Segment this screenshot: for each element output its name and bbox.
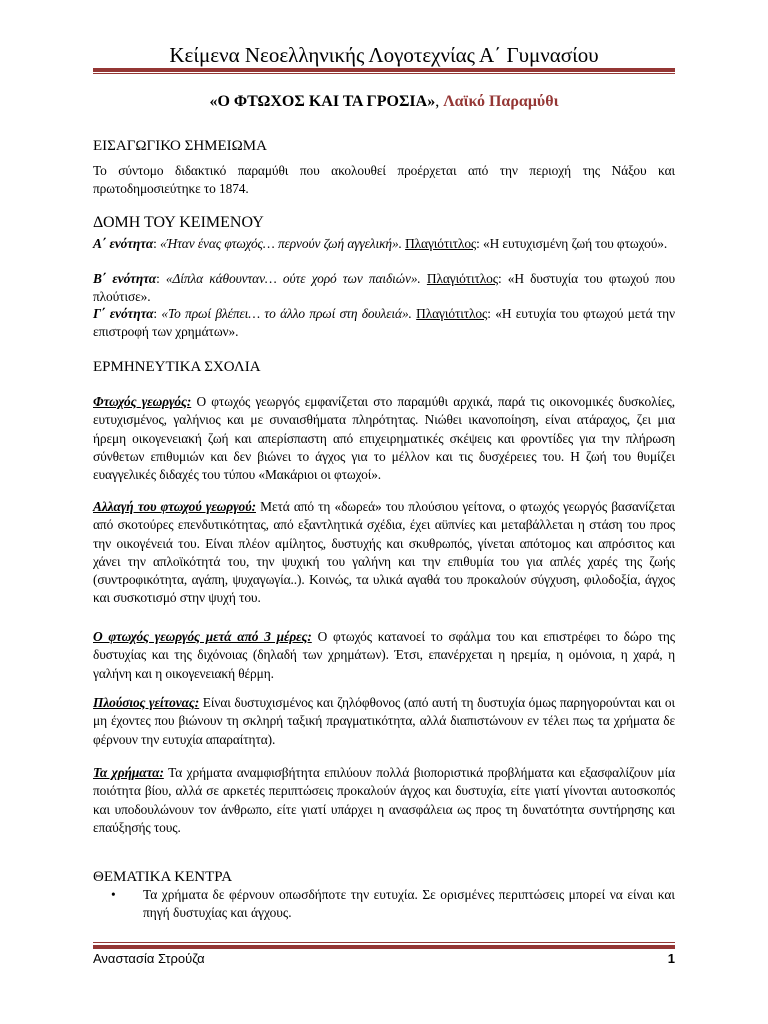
commentary-text: Είναι δυστυχισμένος και ζηλόφθονος (από αυτή τη δυστυχία όμως παρηγορούνται και οι μη έχοντες που βιώνουν τη σκληρή ταξική πραγματικότητα, αλλά διαπιστώνουν εν τέλει πως τα χρήματα δε φέρνουν την ευτυχία απαραίτητα). [93, 695, 676, 747]
commentary-item-change [93, 498, 675, 608]
bullet-icon: • [111, 887, 116, 902]
footer-rule [93, 945, 675, 949]
title-quoted: «Ο ΦΤΩΧΟΣ ΚΑΙ ΤΑ ΓΡΟΣΙΑ» [209, 93, 436, 110]
unit-colon: : [156, 271, 166, 286]
themes-heading: ΘΕΜΑΤΙΚΑ ΚΕΝΤΡΑ [93, 869, 233, 885]
unit-subtitle: : «Η ευτυχισμένη ζωή του φτωχού». [476, 236, 668, 251]
commentary-item-rich-neighbor [93, 694, 675, 749]
footer-author: Αναστασία Στρούζα [93, 951, 205, 966]
unit-subtitle-label: Πλαγιότιτλος [426, 271, 498, 286]
commentary-term: Τα χρήματα: [93, 765, 164, 780]
commentary-term: Αλλαγή του φτωχού γεωργού: [93, 499, 256, 514]
unit-label: Β΄ ενότητα [93, 271, 157, 286]
structure-unit-3 [93, 305, 675, 342]
commentary-term: Ο φτωχός γεωργός μετά από 3 μέρες: [93, 629, 312, 644]
unit-subtitle-label: Πλαγιότιτλος [405, 236, 477, 251]
intro-paragraph: Το σύντομο διδακτικό παραμύθι που ακολουθεί προέρχεται από την περιοχή της Νάξου και πρωτοδημοσιεύτηκε το 1874. [93, 163, 675, 197]
commentary-term: Φτωχός γεωργός: [93, 394, 192, 409]
commentary-text: Ο φτωχός κατανοεί το σφάλμα του και επιστρέφει το δώρο της δυστυχίας και της διχόνοιας (δηλαδή των χρημάτων). Έτσι, επανέρχεται η ηρεμία, η ομόνοια, η χαρά, η γαλήνη και η οικογενειακή θέρμη. [93, 629, 675, 681]
themes-list-item: Τα χρήματα δε φέρνουν οπωσδήποτε την ευτυχία. Σε ορισμένες περιπτώσεις μπορεί να είναι και πηγή δυστυχίας και άγχους. [143, 887, 675, 921]
structure-unit-1 [93, 235, 675, 253]
unit-label: Α΄ ενότητα [93, 236, 154, 251]
unit-subtitle-label: Πλαγιότιτλος [416, 306, 488, 321]
page-header-title: Κείμενα Νεοελληνικής Λογοτεχνίας Α΄ Γυμνασίου [169, 43, 599, 67]
unit-range: «Ήταν ένας φτωχός… περνούν ζωή αγγελική». [160, 236, 402, 251]
commentary-heading: ΕΡΜΗΝΕΥΤΙΚΑ ΣΧΟΛΙΑ [93, 359, 261, 375]
structure-heading: ΔΟΜΗ ΤΟΥ ΚΕΙΜΕΝΟΥ [93, 214, 264, 231]
document-title [93, 92, 675, 112]
unit-range: «Δίπλα κάθουνταν… ούτε χορό των παιδιών». [165, 271, 421, 286]
footer-page-number: 1 [667, 951, 675, 966]
unit-label: Γ΄ ενότητα [93, 306, 154, 321]
header-rule [93, 68, 675, 72]
unit-range: «Το πρωί βλέπει… το άλλο πρωί στη δουλειά». [161, 306, 412, 321]
commentary-item-poor-farmer [93, 393, 675, 484]
structure-unit-2 [93, 270, 675, 307]
title-subtitle: Λαϊκό Παραμύθι [443, 93, 559, 110]
header-rule-thin [93, 73, 675, 74]
unit-colon: : [153, 236, 161, 251]
title-separator: , [435, 93, 444, 110]
commentary-text: Τα χρήματα αναμφισβήτητα επιλύουν πολλά βιοποριστικά προβλήματα και εξασφαλίζουν μία ποιότητα βίου, αλλά σε αρκετές περιπτώσεις προκαλούν άγχος και δυστυχία, είτε γιατί γίνονται αυτοσκοπός και υποδουλώνουν τον άνθρωπο, είτε γιατί υπάρχει η ανασφάλεια ως προς τη δυνατότητα συντήρησης και επαύξησής τους. [93, 765, 675, 835]
unit-colon: : [153, 306, 162, 321]
commentary-item-money [93, 764, 675, 837]
commentary-text: Μετά από τη «δωρεά» του πλούσιου γείτονα, ο φτωχός γεωργός βασανίζεται από σκοτούρες επενδυτικότητας, από εξαντλητικά σχέδια, έχει αϋπνίες και μεταβάλλεται η στάση του προς την οικογένειά του. Είναι πλέον αμίλητος, δυστυχής και σκυθρωπός, γίνεται απότομος και απρόσιτος και χάνει την απλοϊκότητά του, την ψυχική του γαλήνη και την επιθυμία του για απλές χαρές της ζωής (συντροφικότητα, αγάπη, ψυχαγωγία..). Κοινώς, τα υλικά αγαθά του προκαλούν σύγχυση, φιλοδοξία, άγχος και συσκοτισμό στην ψυχή του. [93, 499, 675, 606]
footer-rule-thin [93, 942, 675, 943]
commentary-item-three-days [93, 628, 675, 683]
commentary-text: Ο φτωχός γεωργός εμφανίζεται στο παραμύθι αρχικά, παρά τις οικονομικές δυσκολίες, ευτυχισμένος, γαλήνιος και με συναισθήματα πληρότητας. Νιώθει ικανοποίηση, είναι ατάραχος, ζει μια ήρεμη οικογενειακή ζωή και απερίσπαστη από επιχειρηματικές σκέψεις και φροντίδες για την πλήρωση σύνθετων επιθυμιών και δεν βιώνει το άγχος για το μέλλον και τις δυσχέρειες του. Η ζωή του θυμίζει ευαγγελικές διδαχές του τύπου «Μακάριοι οι φτωχοί». [93, 394, 675, 483]
unit-subtitle: : «Η δυστυχία του φτωχού που πλούτισε». [93, 271, 676, 305]
intro-heading: ΕΙΣΑΓΩΓΙΚΟ ΣΗΜΕΙΩΜΑ [93, 138, 267, 154]
unit-subtitle: : «Η ευτυχία του φτωχού μετά την επιστροφή των χρημάτων». [93, 306, 675, 340]
commentary-term: Πλούσιος γείτονας: [93, 695, 200, 710]
